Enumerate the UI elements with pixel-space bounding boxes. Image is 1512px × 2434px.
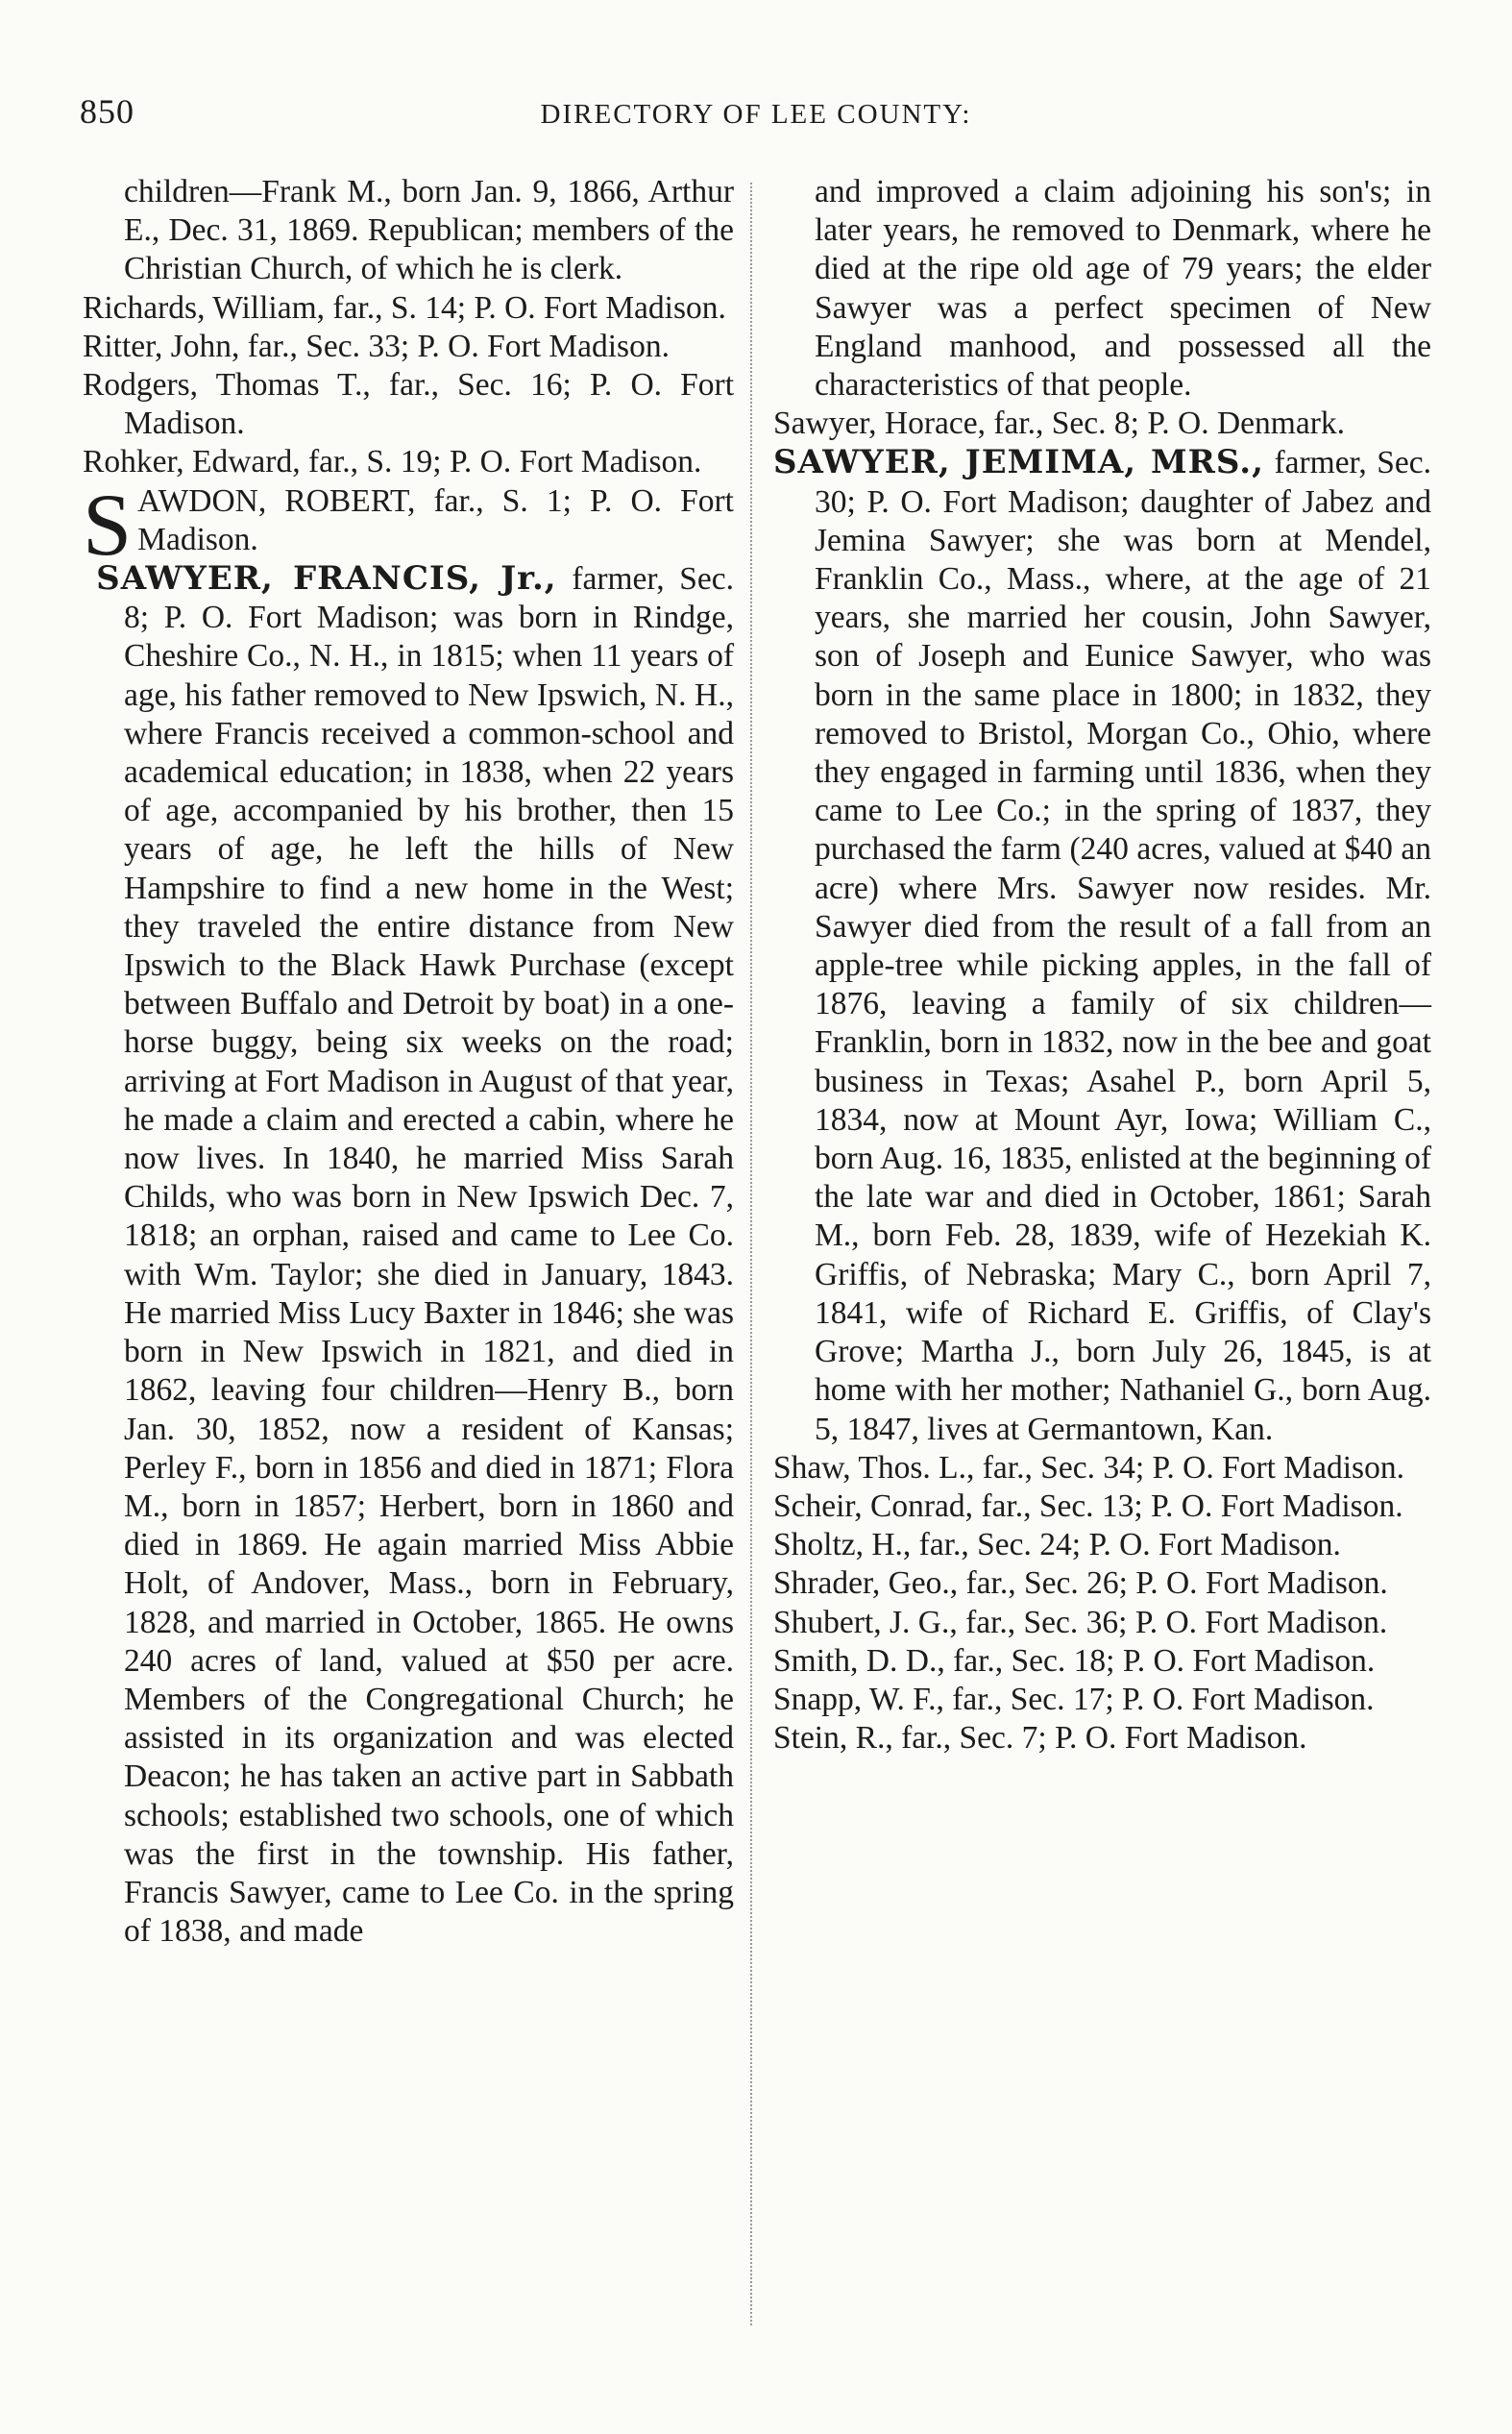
directory-entry: Ritter, John, far., Sec. 33; P. O. Fort Madison. [83, 328, 670, 364]
sawdon-entry-text: AWDON, ROBERT, far., S. 1; P. O. Fort Madison. [137, 482, 734, 557]
directory-entry: Richards, William, far., S. 14; P. O. Fort Madison. [83, 289, 726, 326]
left-column [83, 173, 734, 1951]
directory-entry: Rodgers, Thomas T., far., Sec. 16; P. O. Fort Madison. [83, 367, 734, 442]
directory-entry: Shaw, Thos. L., far., Sec. 34; P. O. Fort Madison. [773, 1449, 1404, 1486]
directory-entry: Rohker, Edward, far., S. 19; P. O. Fort Madison. [83, 444, 702, 480]
sawyer-francis-heading: SAWYER, FRANCIS, Jr., [96, 559, 557, 599]
directory-entry: Shubert, J. G., far., Sec. 36; P. O. Fort Madison. [773, 1604, 1388, 1640]
directory-entry: Sawyer, Horace, far., Sec. 8; P. O. Denmark. [773, 406, 1345, 442]
page-number: 850 [80, 92, 134, 131]
directory-entry: Snapp, W. F., far., Sec. 17; P. O. Fort Madison. [773, 1681, 1375, 1717]
running-head: DIRECTORY OF LEE COUNTY: [540, 99, 972, 130]
right-column [773, 173, 1431, 1758]
sawyer-francis-entry [83, 559, 734, 1951]
sawyer-jemima-heading: SAWYER, JEMIMA, MRS., [773, 443, 1264, 482]
continuation-text: children—Frank M., born Jan. 9, 1866, Arthur E., Dec. 31, 1869. Republican; members of the Christian Church, of which he is clerk. [124, 174, 734, 287]
continuation-text: and improved a claim adjoining his son's; in later years, he removed to Denmark, where he died at the ripe old age of 79 years; the elder Sawyer was a perfect specimen of New England manhood, and possessed all the characteristics of that people. [815, 174, 1431, 404]
column-divider [750, 183, 752, 2325]
directory-entry: Stein, R., far., Sec. 7; P. O. Fort Madison. [773, 1720, 1307, 1757]
directory-entry: Smith, D. D., far., Sec. 18; P. O. Fort Madison. [773, 1642, 1376, 1679]
section-initial: S [83, 475, 133, 574]
directory-entry: Sholtz, H., far., Sec. 24; P. O. Fort Madison. [773, 1527, 1341, 1563]
sawyer-jemima-body: farmer, Sec. 30; P. O. Fort Madison; daughter of Jabez and Jemina Sawyer; she was born at Mendel, Franklin Co., Mass., where, at the age of 21 years, she married her cousin, John Sawyer, son of Joseph and Eunice Sawyer, who was born in the same place in 1800; in 1832, they removed to Bristol, Morgan Co., Ohio, where they engaged in farming until 1836, when they came to Lee Co.; in the spring of 1837, they purchased the farm (240 acres, valued at $40 an acre) where Mrs. Sawyer now resides. Mr. Sawyer died from the result of a fall from an apple-tree while picking apples, in the fall of 1876, leaving a family of six children—Franklin, born in 1832, now in the bee and goat business in Texas; Asahel P., born April 5, 1834, now at Mount Ayr, Iowa; William C., born Aug. 16, 1835, enlisted at the beginning of the late war and died in October, 1861; Sarah M., born Feb. 28, 1839, wife of Hezekiah K. Griffis, of Nebraska; Mary C., born April 7, 1841, wife of Richard E. Griffis, of Clay's Grove; Martha J., born July 26, 1845, is at home with her mother; Nathaniel G., born Aug. 5, 1847, lives at Germantown, Kan. [815, 445, 1431, 1447]
sawyer-francis-body: farmer, Sec. 8; P. O. Fort Madison; was born in Rindge, Cheshire Co., N. H., in 1815; when 11 years of age, his father removed to New Ipswich, N. H., where Francis received a common-school and academical education; in 1838, when 22 years of age, accompanied by his brother, then 15 years of age, he left the hills of New Hampshire to find a new home in the West; they traveled the entire distance from New Ipswich to the Black Hawk Purchase (except between Buffalo and Detroit by boat) in a one-horse buggy, being six weeks on the road; arriving at Fort Madison in August of that year, he made a claim and erected a cabin, where he now lives. In 1840, he married Miss Sarah Childs, who was born in New Ipswich Dec. 7, 1818; an orphan, raised and came to Lee Co. with Wm. Taylor; she died in January, 1843. He married Miss Lucy Baxter in 1846; she was born in New Ipswich in 1821, and died in 1862, leaving four children—Henry B., born Jan. 30, 1852, now a resident of Kansas; Perley F., born in 1856 and died in 1871; Flora M., born in 1857; Herbert, born in 1860 and died in 1869. He again married Miss Abbie Holt, of Andover, Mass., born in February, 1828, and married in October, 1865. He owns 240 acres of land, valued at $50 per acre. Members of the Congregational Church; he assisted in its organization and was elected Deacon; he has taken an active part in Sabbath schools; established two schools, one of which was the first in the township. His father, Francis Sawyer, came to Lee Co. in the spring of 1838, and made [124, 561, 735, 1950]
directory-entry: Scheir, Conrad, far., Sec. 13; P. O. Fort Madison. [773, 1487, 1403, 1524]
directory-entry: Shrader, Geo., far., Sec. 26; P. O. Fort Madison. [773, 1565, 1388, 1602]
sawyer-jemima-entry [773, 443, 1431, 1448]
sawdon-entry [83, 475, 734, 574]
